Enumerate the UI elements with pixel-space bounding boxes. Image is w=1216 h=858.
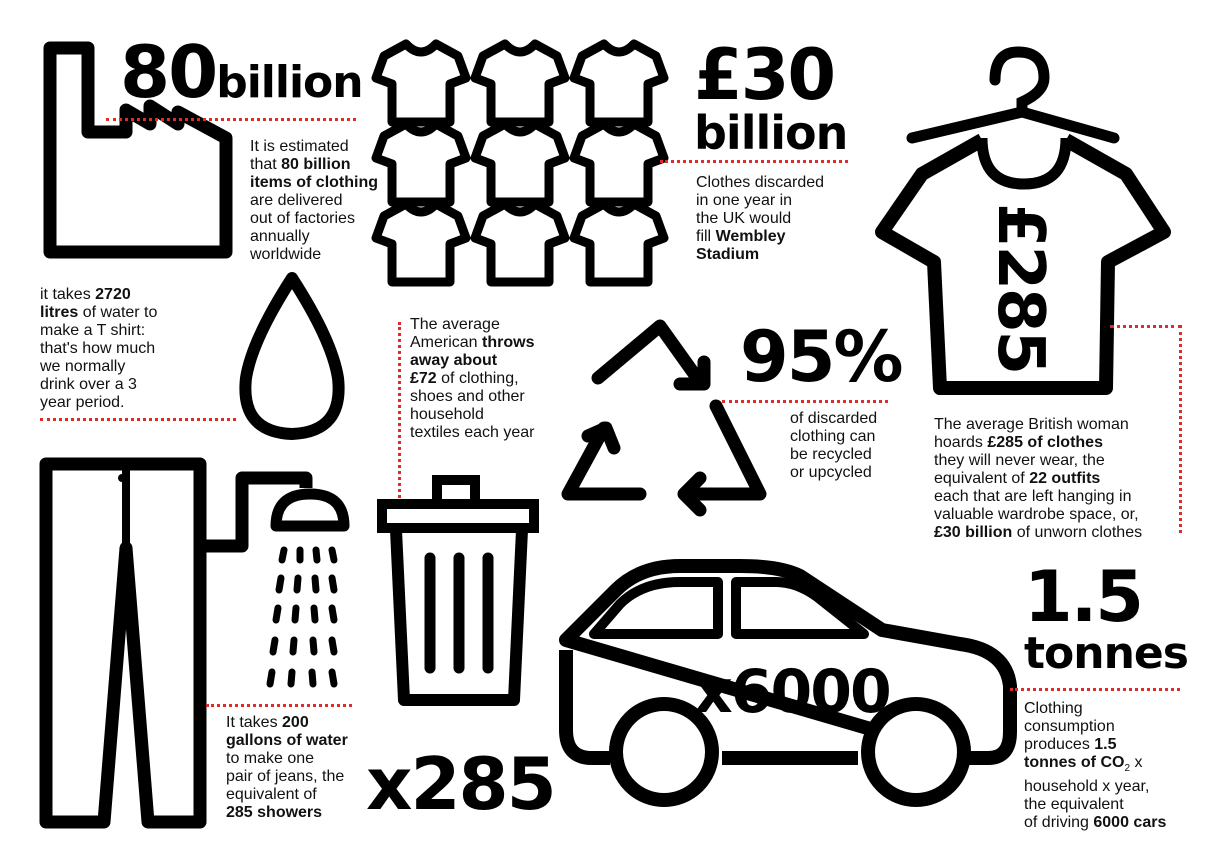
stat-car-text: Clothing consumption produces 1.5 tonnes of $CO_2$ x household x year, the equivalent of driving 6000 cars [1024,700,1167,832]
connector-72 [398,322,401,498]
water-drop-icon [245,278,338,434]
trash-can-icon [382,480,534,700]
connector-jeans [206,704,352,707]
stat-water-text: it takes 2720 litres of water to make a T shirt: that's how much we normally drink over a 3 year period. [40,286,158,411]
stat-tonnes-unit: tonnes [1024,628,1188,679]
recycle-icon [568,326,760,510]
stat-72-text: The average American throws away about £72 of clothing, shoes and other household textiles each year [410,316,535,441]
stat-30-billion-text: Clothes discarded in one year in the UK would fill Wembley Stadium [696,174,825,263]
stat-30-billion-headline [694,34,848,160]
stat-95-percent: 95% [740,316,902,398]
connector-water [40,418,236,421]
connector-285-h [1110,325,1182,328]
stat-95-text: of discarded clothing can be recycled or upcycled [790,410,878,481]
stat-285-text: The average British woman hoards £285 of clothes they will never wear, the equivalent of 22 outfits each that are left hanging in valuable wardrobe space, or, £30 billion of unworn clothes [934,416,1143,541]
stat-80-unit: billion [216,57,363,108]
stat-80-billion-headline [120,30,363,114]
stat-1-5-tonnes-headline [1024,556,1188,679]
shower-icon [202,478,344,684]
stat-jeans-text: It takes 200 gallons of water to make one pair of jeans, the equivalent of 285 showers [226,714,348,821]
connector-95 [722,400,888,403]
jeans-icon [46,464,200,822]
connector-car [1010,688,1180,691]
stat-80-number: 80 [120,30,217,114]
connector-30bn [660,160,848,163]
stat-30-number: £30 [694,34,835,116]
connector-80bn [106,118,356,121]
stat-1-5-number: 1.5 [1024,556,1143,638]
tshirt-icon [376,44,664,282]
car-label-x6000: x6000 [694,657,890,727]
stat-x285: x285 [366,742,555,826]
stat-30-unit: billion [694,106,848,160]
stat-80-billion-text: It is estimated that 80 billion items of clothing are delivered out of factories annually worldwide [250,138,378,263]
shirt-label-285: £285 [983,202,1057,374]
